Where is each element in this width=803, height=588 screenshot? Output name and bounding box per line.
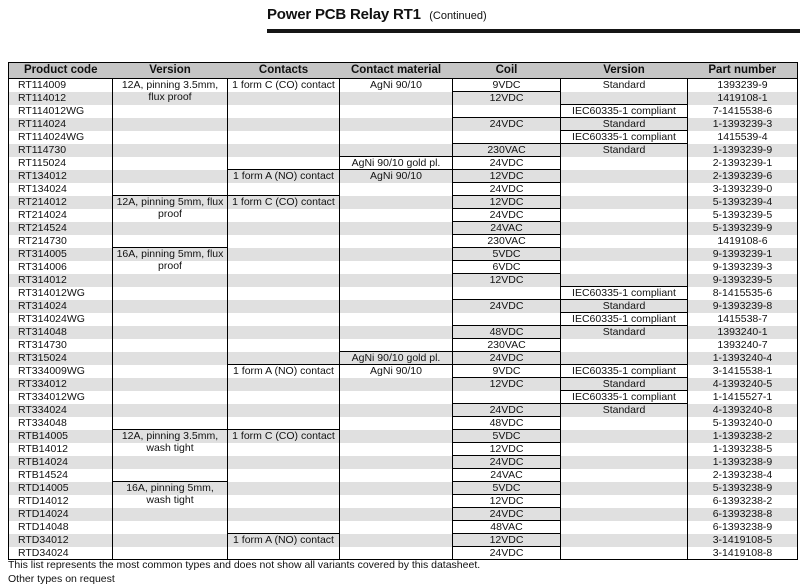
cell-part-number: 1-1393240-4 bbox=[688, 352, 798, 365]
relay-table-body bbox=[9, 79, 798, 560]
cell-part-number: 1-1393238-5 bbox=[688, 443, 798, 456]
cell-coil: 24VDC bbox=[453, 209, 561, 222]
cell-coil: 24VDC bbox=[453, 456, 561, 469]
cell-coil: 12VDC bbox=[453, 274, 561, 300]
cell-product-code: RT314024WG bbox=[18, 313, 85, 325]
cell-part-number: 3-1393239-0 bbox=[688, 183, 798, 196]
footer-notes bbox=[8, 558, 480, 586]
cell-product-code: RT134012 bbox=[18, 170, 67, 182]
cell-product-code: RT314012WG bbox=[18, 287, 85, 299]
cell-version-2: IEC60335-1 compliant bbox=[561, 365, 688, 378]
cell-coil: 12VDC bbox=[453, 378, 561, 404]
title-rule bbox=[267, 29, 800, 33]
cell-version-2: Standard bbox=[561, 378, 688, 391]
column-header-coil: Coil bbox=[453, 63, 561, 79]
table-row bbox=[9, 79, 798, 92]
cell-version: 12A, pinning 5mm, flux proof bbox=[113, 196, 228, 248]
cell-part-number: 2-1393238-4 bbox=[688, 469, 798, 482]
cell-part-number: 1-1393238-9 bbox=[688, 456, 798, 469]
cell-product-code: RTB14012 bbox=[18, 443, 69, 455]
cell-contacts: 1 form C (CO) contact bbox=[228, 430, 340, 534]
cell-part-number: 1-1415527-1 bbox=[688, 391, 798, 404]
cell-part-number: 9-1393239-8 bbox=[688, 300, 798, 313]
cell-coil: 12VDC bbox=[453, 495, 561, 508]
cell-coil: 12VDC bbox=[453, 443, 561, 456]
cell-contact-material: AgNi 90/10 bbox=[340, 365, 453, 560]
cell-product-code: RT314730 bbox=[18, 339, 67, 351]
cell-part-number: 3-1419108-8 bbox=[688, 547, 798, 560]
cell-part-number: 5-1393240-0 bbox=[688, 417, 798, 430]
cell-product-code: RTB14524 bbox=[18, 469, 69, 481]
page-title-suffix: (Continued) bbox=[429, 10, 487, 22]
cell-product-code: RT114009 bbox=[18, 79, 67, 92]
cell-product-code: RT114012 bbox=[18, 92, 67, 104]
cell-part-number: 5-1393238-9 bbox=[688, 482, 798, 495]
cell-part-number: 3-1419108-5 bbox=[688, 534, 798, 547]
cell-product-code: RT315024 bbox=[18, 352, 67, 364]
cell-product-code: RT314012 bbox=[18, 274, 67, 286]
cell-product-code: RT314005 bbox=[18, 248, 67, 260]
cell-part-number: 1-1393239-9 bbox=[688, 144, 798, 157]
cell-part-number: 1-1393239-3 bbox=[688, 118, 798, 131]
header-row bbox=[9, 63, 798, 79]
cell-coil: 24VDC bbox=[453, 352, 561, 365]
cell-part-number: 3-1415538-1 bbox=[688, 365, 798, 378]
cell-coil: 12VDC bbox=[453, 196, 561, 209]
cell-product-code: RTB14005 bbox=[18, 430, 69, 442]
cell-contact-material: AgNi 90/10 gold pl. bbox=[340, 157, 453, 170]
cell-version-2: IEC60335-1 compliant bbox=[561, 131, 688, 144]
cell-contacts: 1 form A (NO) contact bbox=[228, 534, 340, 560]
cell-version-2: Standard bbox=[561, 404, 688, 560]
cell-product-code: RT314024 bbox=[18, 300, 67, 312]
cell-version-2: IEC60335-1 compliant bbox=[561, 391, 688, 404]
cell-coil: 24VDC bbox=[453, 547, 561, 560]
cell-version-2: IEC60335-1 compliant bbox=[561, 105, 688, 118]
page-title bbox=[267, 6, 487, 24]
cell-product-code: RTD14024 bbox=[18, 508, 69, 520]
column-header-contact-material: Contact material bbox=[340, 63, 453, 79]
cell-coil: 5VDC bbox=[453, 482, 561, 495]
cell-product-code: RTD34024 bbox=[18, 546, 69, 559]
cell-coil: 24VDC bbox=[453, 183, 561, 196]
cell-part-number: 1-1393238-2 bbox=[688, 430, 798, 443]
cell-coil: 48VDC bbox=[453, 417, 561, 430]
cell-contacts: 1 form A (NO) contact bbox=[228, 170, 340, 196]
cell-coil: 5VDC bbox=[453, 248, 561, 261]
cell-product-code: RT115024 bbox=[18, 157, 67, 169]
cell-part-number: 9-1393239-3 bbox=[688, 261, 798, 274]
cell-product-code: RT134024 bbox=[18, 183, 67, 195]
cell-product-code: RT114024WG bbox=[18, 131, 85, 143]
cell-contact-material: AgNi 90/10 gold pl. bbox=[340, 352, 453, 365]
cell-part-number: 6-1393238-9 bbox=[688, 521, 798, 534]
cell-product-code: RT334012WG bbox=[18, 391, 85, 403]
cell-version: 16A, pinning 5mm, wash tight bbox=[113, 482, 228, 560]
cell-product-code: RTD34012 bbox=[18, 534, 69, 546]
cell-product-code: RTD14048 bbox=[18, 521, 69, 533]
cell-product-code: RT214012 bbox=[18, 196, 67, 208]
cell-coil: 9VDC bbox=[453, 79, 561, 92]
cell-coil: 24VDC bbox=[453, 157, 561, 170]
cell-coil: 12VDC bbox=[453, 170, 561, 183]
cell-product-code: RT334009WG bbox=[18, 365, 85, 377]
cell-product-code: RTB14024 bbox=[18, 456, 69, 468]
cell-version-2: Standard bbox=[561, 118, 688, 131]
cell-coil: 12VDC bbox=[453, 534, 561, 547]
cell-coil: 230VAC bbox=[453, 144, 561, 157]
footer-note-1: This list represents the most common types and does not show all variants covered by this datasheet. bbox=[8, 559, 481, 571]
cell-coil: 230VAC bbox=[453, 339, 561, 352]
cell-coil: 48VDC bbox=[453, 326, 561, 339]
cell-coil: 24VDC bbox=[453, 118, 561, 144]
cell-part-number: 5-1393239-4 bbox=[688, 196, 798, 209]
cell-product-code: RT114024 bbox=[18, 118, 67, 130]
column-header-version-2: Version bbox=[561, 63, 688, 79]
cell-coil: 24VAC bbox=[453, 222, 561, 235]
cell-product-code: RT314048 bbox=[18, 326, 67, 338]
footer-note-2: Other types on request bbox=[8, 573, 115, 585]
cell-part-number: 7-1415538-6 bbox=[688, 105, 798, 118]
page-title-main: Power PCB Relay RT1 bbox=[267, 6, 421, 23]
cell-coil: 9VDC bbox=[453, 365, 561, 378]
cell-coil: 24VDC bbox=[453, 508, 561, 521]
cell-version-2: IEC60335-1 compliant bbox=[561, 287, 688, 300]
column-header-part-number: Part number bbox=[688, 63, 798, 79]
cell-product-code: RTD14005 bbox=[18, 482, 69, 494]
cell-version: 16A, pinning 5mm, flux proof bbox=[113, 248, 228, 430]
cell-product-code: RT314006 bbox=[18, 261, 67, 273]
column-header-product-code: Product code bbox=[9, 63, 113, 79]
cell-version: 12A, pinning 3.5mm, wash tight bbox=[113, 430, 228, 482]
cell-coil: 5VDC bbox=[453, 430, 561, 443]
cell-product-code: RT114012WG bbox=[18, 105, 85, 117]
cell-part-number: 1415538-7 bbox=[688, 313, 798, 326]
cell-part-number: 1393240-7 bbox=[688, 339, 798, 352]
cell-version-2: IEC60335-1 compliant bbox=[561, 313, 688, 326]
cell-contacts: 1 form C (CO) contact bbox=[228, 196, 340, 365]
cell-coil: 24VDC bbox=[453, 404, 561, 417]
cell-part-number: 1415539-4 bbox=[688, 131, 798, 144]
cell-part-number: 1393240-1 bbox=[688, 326, 798, 339]
column-header-version: Version bbox=[113, 63, 228, 79]
cell-part-number: 1393239-9 bbox=[688, 79, 798, 92]
cell-version-2: Standard bbox=[561, 144, 688, 287]
column-header-contacts: Contacts bbox=[228, 63, 340, 79]
cell-product-code: RT334012 bbox=[18, 378, 67, 390]
cell-part-number: 9-1393239-1 bbox=[688, 248, 798, 261]
cell-part-number: 2-1393239-6 bbox=[688, 170, 798, 183]
cell-part-number: 2-1393239-1 bbox=[688, 157, 798, 170]
cell-part-number: 6-1393238-2 bbox=[688, 495, 798, 508]
cell-coil: 6VDC bbox=[453, 261, 561, 274]
cell-product-code: RTD14012 bbox=[18, 495, 69, 507]
cell-coil: 24VAC bbox=[453, 469, 561, 482]
cell-version-2: Standard bbox=[561, 326, 688, 365]
cell-product-code: RT334024 bbox=[18, 404, 67, 416]
relay-table bbox=[8, 62, 798, 560]
cell-coil: 230VAC bbox=[453, 235, 561, 248]
cell-part-number: 4-1393240-5 bbox=[688, 378, 798, 391]
cell-coil: 12VDC bbox=[453, 92, 561, 118]
cell-part-number: 8-1415535-6 bbox=[688, 287, 798, 300]
cell-part-number: 6-1393238-8 bbox=[688, 508, 798, 521]
cell-part-number: 1419108-1 bbox=[688, 92, 798, 105]
relay-table-header bbox=[9, 63, 798, 79]
cell-coil: 48VAC bbox=[453, 521, 561, 534]
cell-product-code: RT214024 bbox=[18, 209, 67, 221]
cell-version-2: Standard bbox=[561, 79, 688, 105]
cell-coil: 24VDC bbox=[453, 300, 561, 326]
cell-part-number: 1419108-6 bbox=[688, 235, 798, 248]
cell-contacts: 1 form C (CO) contact bbox=[228, 79, 340, 170]
cell-product-code: RT214524 bbox=[18, 222, 67, 234]
cell-contact-material: AgNi 90/10 bbox=[340, 79, 453, 157]
cell-product-code: RT334048 bbox=[18, 417, 67, 429]
cell-part-number: 5-1393239-9 bbox=[688, 222, 798, 235]
cell-contacts: 1 form A (NO) contact bbox=[228, 365, 340, 430]
cell-part-number: 5-1393239-5 bbox=[688, 209, 798, 222]
cell-contact-material: AgNi 90/10 bbox=[340, 170, 453, 352]
cell-version: 12A, pinning 3.5mm, flux proof bbox=[113, 79, 228, 196]
cell-part-number: 4-1393240-8 bbox=[688, 404, 798, 417]
cell-part-number: 9-1393239-5 bbox=[688, 274, 798, 287]
cell-version-2: Standard bbox=[561, 300, 688, 313]
cell-product-code: RT214730 bbox=[18, 235, 67, 247]
cell-product-code: RT114730 bbox=[18, 144, 67, 156]
